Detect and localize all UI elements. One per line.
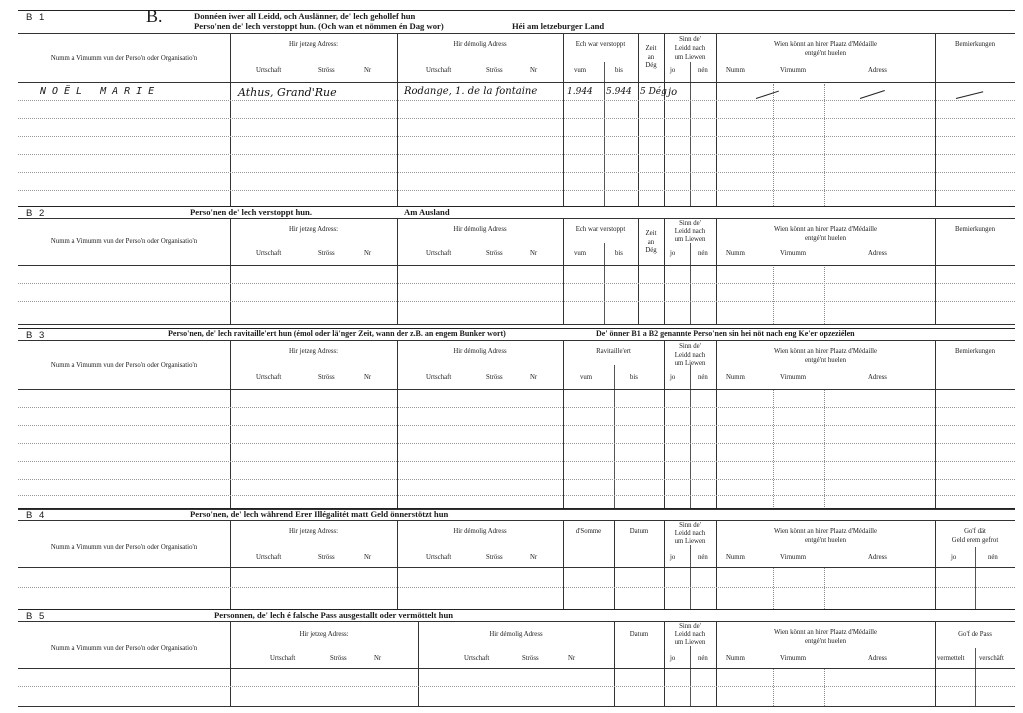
b2-header-former-street: Ströss — [486, 250, 503, 257]
b1-header-time3: Dég — [645, 62, 657, 69]
b4-header-former-town: Urtschaft — [426, 554, 452, 561]
b1-header-time2: an — [647, 54, 655, 61]
b4-header-medal1: Wien könnt an hirer Plaatz d'Médaille — [773, 528, 878, 535]
b2-header-medal-first: Virnumm — [780, 250, 807, 257]
b1-header-medal-first: Virnumm — [780, 67, 807, 74]
b2-header-alive1: Sinn de' — [679, 220, 701, 227]
b5-header-alive3: um Liewen — [674, 639, 706, 646]
b4-header-former-address: Hir démolig Adress — [453, 528, 507, 535]
b4-header-yes: jo — [670, 554, 676, 561]
b1-entry-to: 5.944 — [606, 87, 632, 97]
b4-header-medal-address: Adress — [868, 554, 887, 561]
b4-header-name: Numm a Vimumm vun der Perso'n oder Organisatio'n — [50, 544, 198, 551]
b2-header-time3: Dég — [645, 247, 657, 254]
b4-header-alive3: um Liewen — [674, 538, 706, 545]
b4-header-former-street: Ströss — [486, 554, 503, 561]
b5-header-alive1: Sinn de' — [679, 623, 701, 630]
b1-header-former-street: Ströss — [486, 67, 503, 74]
b3-header-yes: jo — [670, 374, 676, 381]
b3-header-alive2: Leidd nach — [674, 352, 706, 359]
section-b1-location: Héi am letzeburger Land — [512, 21, 605, 31]
section-b2-title: Perso'nen de' lech verstoppt hun. — [190, 207, 312, 217]
section-b2 — [18, 206, 1015, 323]
b5-header-medal-first: Virnumm — [780, 655, 807, 662]
b1-header-name: Numm a Vimumm vun der Perso'n oder Organisatio'n — [50, 55, 198, 62]
section-b3-table — [18, 340, 1015, 510]
b4-header-sum: d'Somme — [575, 528, 602, 535]
b5-header-medal2: entgé'nt huelen — [804, 638, 847, 645]
section-b2-location: Am Ausland — [404, 207, 450, 217]
section-b1 — [18, 6, 1015, 205]
b5-header-pass-made: verschäft — [979, 655, 1004, 662]
b3-header-ravitailleert: Ravitaille'ert — [596, 348, 631, 355]
b2-header-time2: an — [647, 239, 655, 246]
b1-header-yes: jo — [670, 67, 676, 74]
section-b5-title: Personnen, de' lech é falsche Pass ausgestallt oder vermöttelt hun — [214, 610, 454, 620]
b3-header-number: Nr — [364, 374, 372, 381]
b3-header-medal1: Wien könnt an hirer Plaatz d'Médaille — [773, 348, 878, 355]
b5-header-town: Urtschaft — [270, 655, 296, 662]
section-b3-code: B 3 — [26, 330, 47, 341]
b2-header-former-address: Hir démolig Adress — [453, 226, 507, 233]
b4-header-money-no: nén — [988, 554, 998, 561]
b1-entry-alive: jo — [668, 87, 678, 98]
b5-header-former-number: Nr — [568, 655, 576, 662]
b4-header-street: Ströss — [318, 554, 335, 561]
b1-entry-remarks-dash — [956, 91, 983, 99]
b3-header-former-number: Nr — [530, 374, 538, 381]
b4-header-town: Urtschaft — [256, 554, 282, 561]
b1-entry-days: 5 Dég — [640, 87, 667, 97]
b3-header-medal2: entgé'nt huelen — [804, 357, 847, 364]
b5-header-pass: Go'f de Pass — [958, 631, 992, 638]
b2-header-hidden: Ech war verstoppt — [575, 226, 626, 233]
b2-header-medal-name: Numm — [726, 250, 745, 257]
b4-header-date: Datum — [629, 528, 649, 535]
b3-header-from: vum — [580, 374, 593, 381]
b2-header-former-town: Urtschaft — [426, 250, 452, 257]
b1-header-hidden: Ech war verstoppt — [575, 41, 626, 48]
b5-header-name: Numm a Vimumm vun der Perso'n oder Organisatio'n — [50, 645, 198, 652]
section-b4-code: B 4 — [26, 510, 47, 521]
b4-header-number: Nr — [364, 554, 372, 561]
b1-header-no: nén — [698, 67, 708, 74]
section-b3-note: De' önner B1 a B2 genannte Perso'nen sin hei nöt nach eng Ke'er opzeziélen — [596, 329, 855, 338]
b2-header-time1: Zeit — [645, 230, 657, 237]
b1-header-former-number: Nr — [530, 67, 538, 74]
b3-header-medal-first: Virnumm — [780, 374, 807, 381]
b3-header-town: Urtschaft — [256, 374, 282, 381]
b1-entry-current-address: Athus, Grand'Rue — [238, 86, 337, 99]
b4-header-current-address: Hir jetzeg Adress: — [288, 528, 339, 535]
b1-header-time1: Zeit — [645, 45, 657, 52]
b3-header-street: Ströss — [318, 374, 335, 381]
b5-header-medal-name: Numm — [726, 655, 745, 662]
b1-header-remarks: Bemierkungen — [954, 41, 995, 48]
section-b4 — [18, 508, 1015, 608]
section-b1-title-line1: Donnéen iwer all Leidd, och Auslänner, de' lech gehollef hun — [194, 11, 416, 21]
b1-entry-from: 1.944 — [567, 87, 593, 97]
b1-header-medal-address: Adress — [868, 67, 887, 74]
b2-header-street: Ströss — [318, 250, 335, 257]
b2-header-town: Urtschaft — [256, 250, 282, 257]
b3-header-to: bis — [630, 374, 638, 381]
b5-header-former-street: Ströss — [522, 655, 539, 662]
b2-header-yes: jo — [670, 250, 676, 257]
section-b1-title-line2: Perso'nen de' lech verstoppt hun. (Och wan et nömmen én Dag wor) — [194, 21, 444, 31]
b1-header-former-town: Urtschaft — [426, 67, 452, 74]
b4-header-former-number: Nr — [530, 554, 538, 561]
b2-header-medal2: entgé'nt huelen — [804, 235, 847, 242]
b3-header-medal-address: Adress — [868, 374, 887, 381]
b2-header-former-number: Nr — [530, 250, 538, 257]
b1-header-alive1: Sinn de' — [679, 36, 701, 43]
b2-header-to: bis — [615, 250, 623, 257]
b5-header-former-town: Urtschaft — [464, 655, 490, 662]
section-b4-table — [18, 520, 1015, 610]
b1-entry-former-address: Rodange, 1. de la fontaine — [404, 86, 538, 97]
b1-header-street: Ströss — [318, 67, 335, 74]
b3-header-former-address: Hir démolig Adress — [453, 348, 507, 355]
b4-header-money-yes: jo — [951, 554, 957, 561]
b5-header-no: nén — [698, 655, 708, 662]
b3-header-current-address: Hir jetzeg Adress: — [288, 348, 339, 355]
b5-header-number: Nr — [374, 655, 382, 662]
b1-header-current-address: Hir jetzeg Adress: — [288, 41, 339, 48]
b5-header-yes: jo — [670, 655, 676, 662]
b3-header-no: nén — [698, 374, 708, 381]
b4-header-money2: Geld erem gefrot — [951, 537, 999, 544]
b4-header-alive1: Sinn de' — [679, 522, 701, 529]
b2-header-alive2: Leidd nach — [674, 228, 706, 235]
b5-header-medal1: Wien könnt an hirer Plaatz d'Médaille — [773, 629, 878, 636]
b1-header-number: Nr — [364, 67, 372, 74]
b1-entry-name: NOËL MARIE — [40, 86, 161, 97]
b1-header-alive2: Leidd nach — [674, 45, 706, 52]
b5-header-medal-address: Adress — [868, 655, 887, 662]
b2-header-medal-address: Adress — [868, 250, 887, 257]
b4-header-medal-name: Numm — [726, 554, 745, 561]
b3-header-former-street: Ströss — [486, 374, 503, 381]
b2-header-number: Nr — [364, 250, 372, 257]
b4-header-medal-first: Virnumm — [780, 554, 807, 561]
b5-header-date: Datum — [629, 631, 649, 638]
b1-entry-medal-address-dash — [860, 90, 885, 99]
b4-header-alive2: Leidd nach — [674, 530, 706, 537]
section-b1-big-letter: B. — [146, 6, 163, 26]
b5-header-former-address: Hir démolig Adress — [489, 631, 543, 638]
b2-header-name: Numm a Vimumm vun der Perso'n oder Organisatio'n — [50, 238, 198, 245]
b5-header-pass-issued: vermettelt — [937, 655, 965, 662]
b1-header-former-address: Hir démolig Adress — [453, 41, 507, 48]
b4-header-medal2: entgé'nt huelen — [804, 537, 847, 544]
b1-header-town: Urtschaft — [256, 67, 282, 74]
b3-header-name: Numm a Vimumm vun der Perso'n oder Organisatio'n — [50, 362, 198, 369]
b3-header-medal-name: Numm — [726, 374, 745, 381]
section-b1-table — [18, 33, 1015, 207]
b1-header-from: vum — [574, 67, 587, 74]
section-b3-title: Perso'nen, de' lech ravitaille'ert hun (émol oder lä'nger Zeit, wann der z.B. an engem Bunker wort) — [168, 329, 506, 338]
section-b2-table — [18, 218, 1015, 325]
section-b1-code: B 1 — [26, 12, 47, 23]
section-b2-code: B 2 — [26, 208, 47, 219]
b1-header-alive3: um Liewen — [674, 54, 706, 61]
b1-header-medal2: entgé'nt huelen — [804, 50, 847, 57]
b5-header-alive2: Leidd nach — [674, 631, 706, 638]
section-b3 — [18, 328, 1015, 508]
section-b4-title: Perso'nen, de' lech während Erer Illégalitét matt Geld önnerstötzt hun — [190, 509, 449, 519]
b4-header-no: nén — [698, 554, 708, 561]
b2-header-alive3: um Liewen — [674, 236, 706, 243]
b3-header-former-town: Urtschaft — [426, 374, 452, 381]
b4-header-money1: Go'f dät — [964, 528, 986, 535]
section-b5-table — [18, 621, 1015, 707]
b1-entry-medal-name-dash — [756, 91, 779, 99]
b2-header-no: nén — [698, 250, 708, 257]
b5-header-current-address: Hir jetzeg Adress: — [299, 631, 349, 638]
b3-header-alive3: um Liewen — [674, 360, 706, 367]
b1-header-medal1: Wien könnt an hirer Plaatz d'Médaille — [773, 41, 878, 48]
b2-header-current-address: Hir jetzeg Adress: — [288, 226, 339, 233]
section-b5 — [18, 609, 1015, 705]
b1-header-medal-name: Numm — [726, 67, 745, 74]
b5-header-street: Ströss — [330, 655, 347, 662]
b2-header-medal1: Wien könnt an hirer Plaatz d'Médaille — [773, 226, 878, 233]
b2-header-remarks: Bemierkungen — [954, 226, 995, 233]
b2-header-from: vum — [574, 250, 587, 257]
b3-header-remarks: Bemierkungen — [954, 348, 995, 355]
section-b5-code: B 5 — [26, 611, 47, 622]
b1-header-to: bis — [615, 67, 623, 74]
b3-header-alive1: Sinn de' — [679, 343, 701, 350]
